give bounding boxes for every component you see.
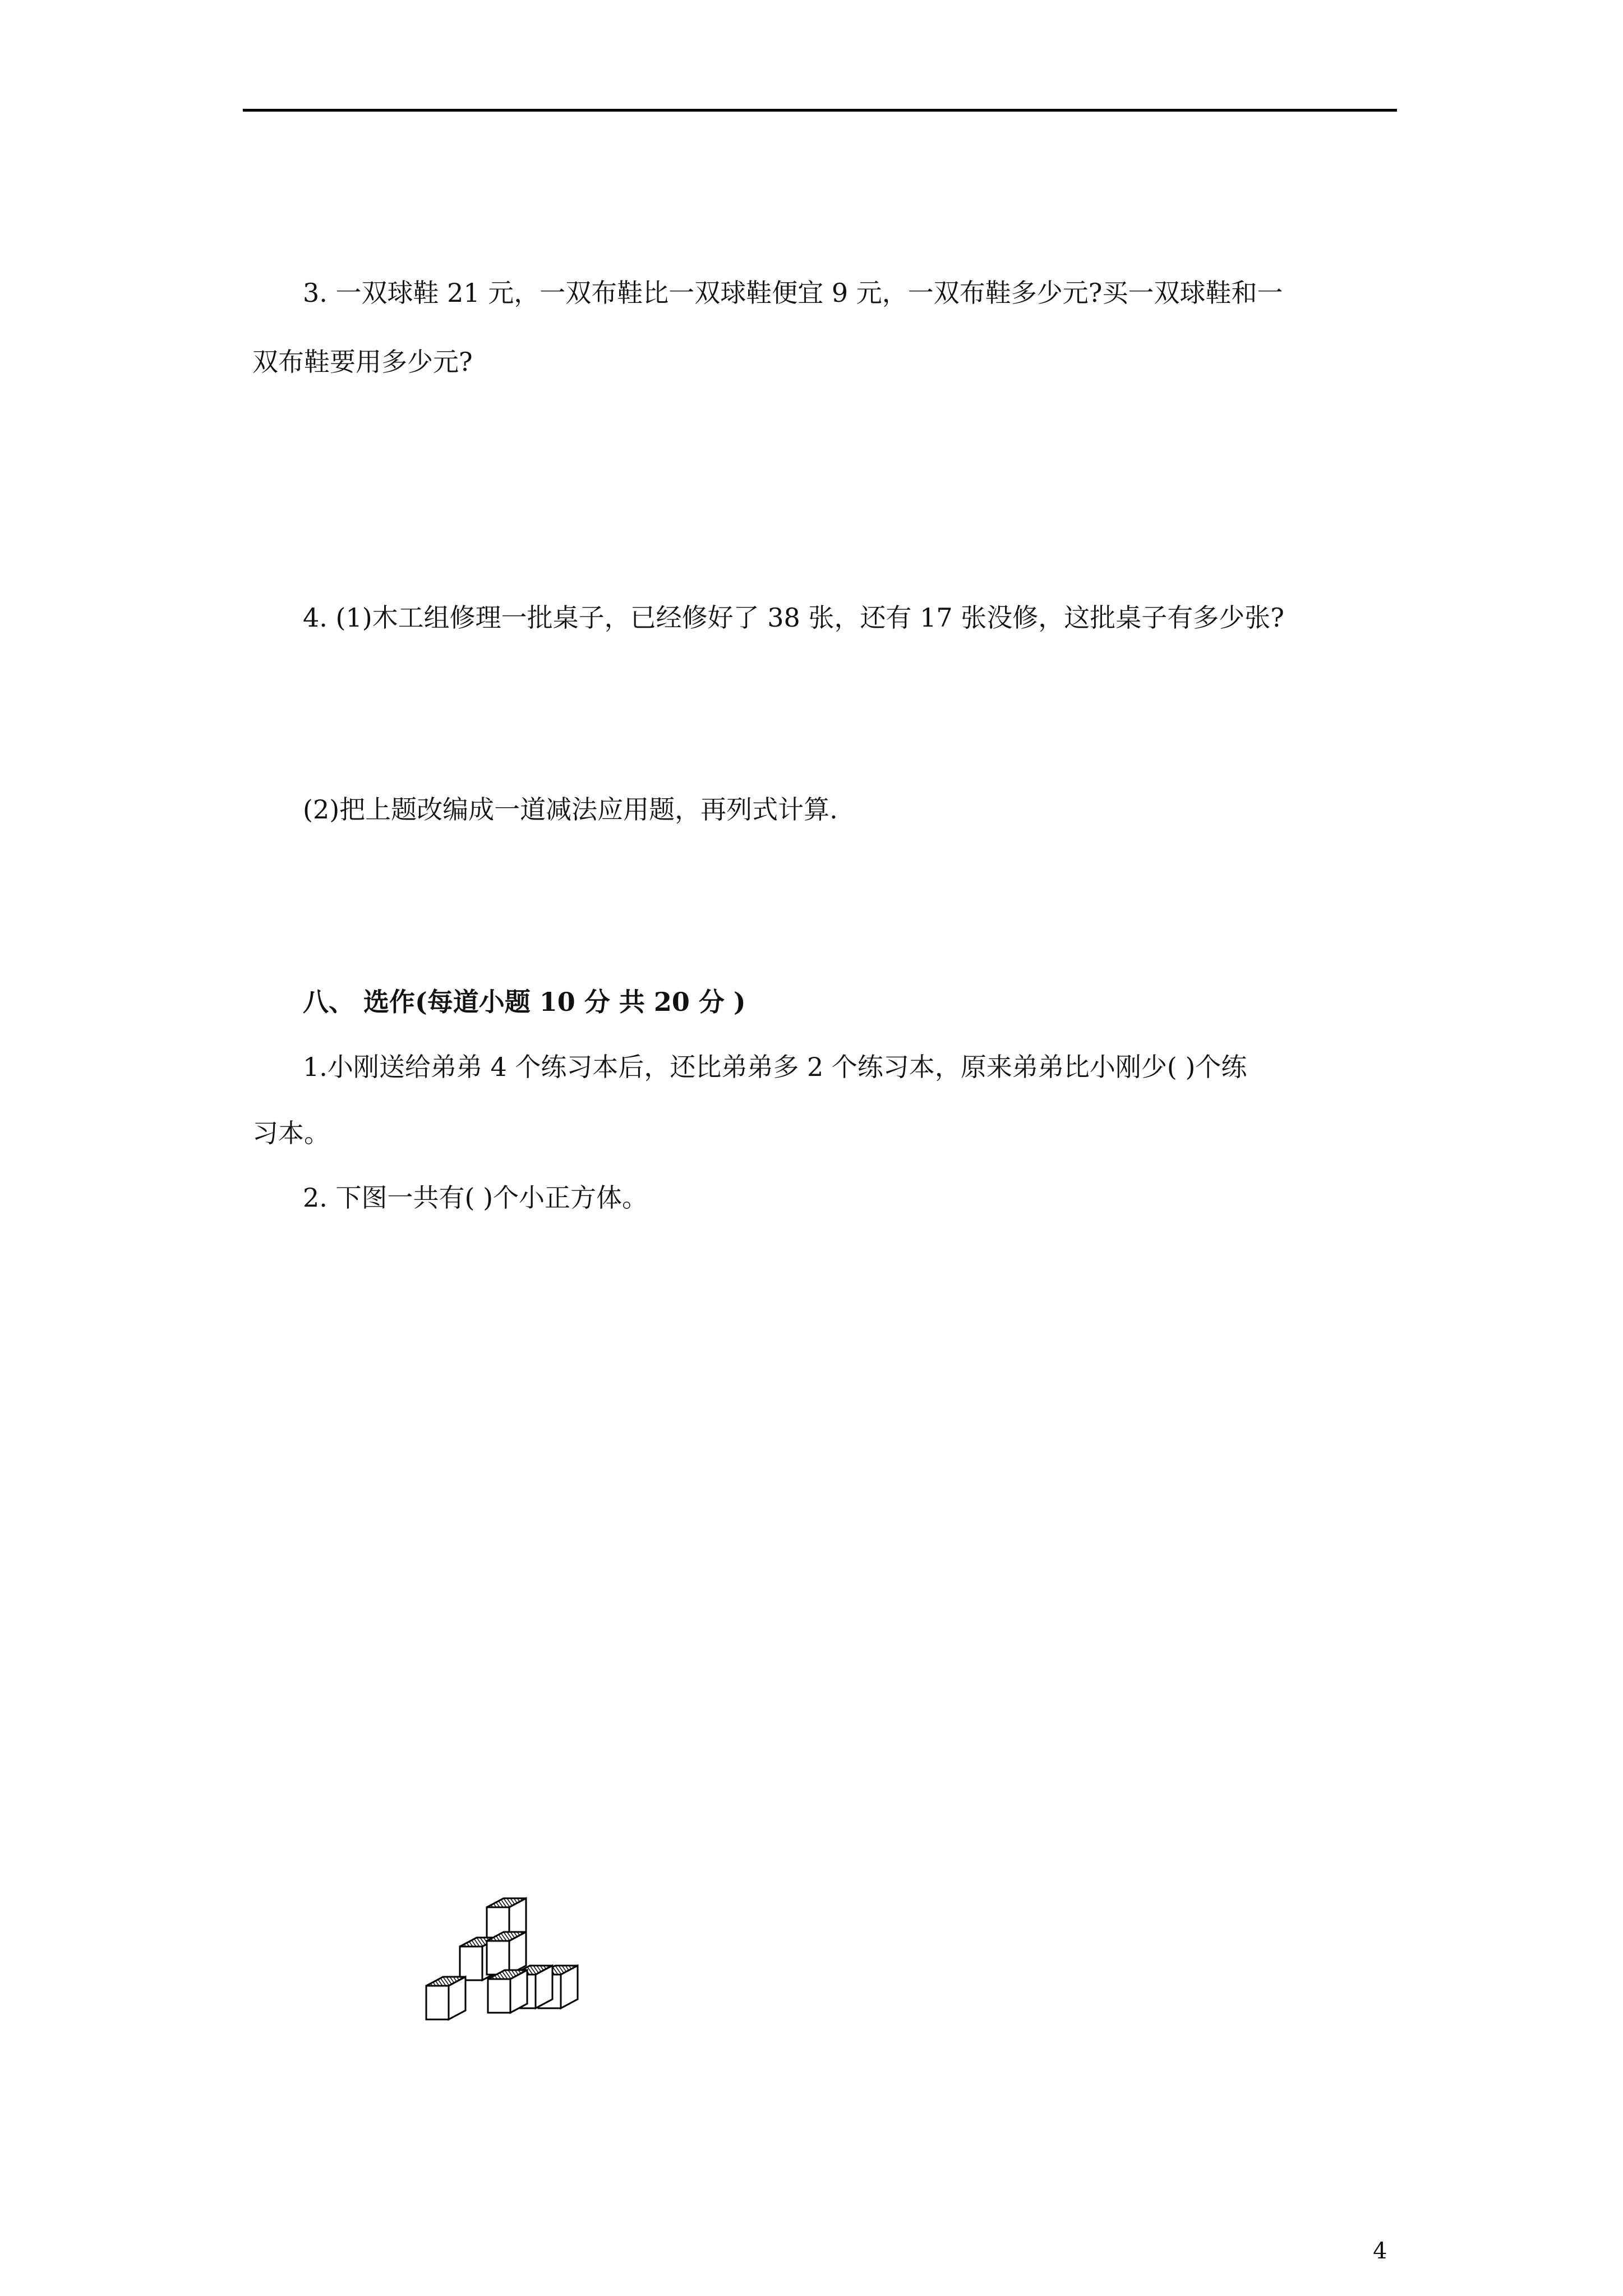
cube-stack-figure <box>421 1879 611 2064</box>
section8-heading: 八、 选作(每道小题 10 分 共 20 分 ) <box>303 987 746 1017</box>
s8-q1-line2: 习本。 <box>252 1118 330 1148</box>
cube <box>487 1932 526 1975</box>
q4-part1: 4. (1)木工组修理一批桌子，已经修好了 38 张，还有 17 张没修，这批桌子有多少张? <box>303 602 1284 633</box>
s8-q1-line1: 1.小刚送给弟弟 4 个练习本后，还比弟弟多 2 个练习本，原来弟弟比小刚少( )个练 <box>303 1052 1247 1082</box>
q3-line1: 3. 一双球鞋 21 元，一双布鞋比一双球鞋便宜 9 元，一双布鞋多少元?买一双球鞋和一 <box>303 278 1283 308</box>
page-number: 4 <box>1373 2238 1387 2264</box>
q3-line2: 双布鞋要用多少元? <box>252 347 473 377</box>
header-rule <box>243 109 1397 112</box>
s8-q2: 2. 下图一共有( )个小正方体。 <box>303 1182 648 1213</box>
cube <box>488 1970 527 2013</box>
q4-part2: (2)把上题改编成一道减法应用题，再列式计算. <box>303 794 838 825</box>
cube <box>426 1977 465 2019</box>
